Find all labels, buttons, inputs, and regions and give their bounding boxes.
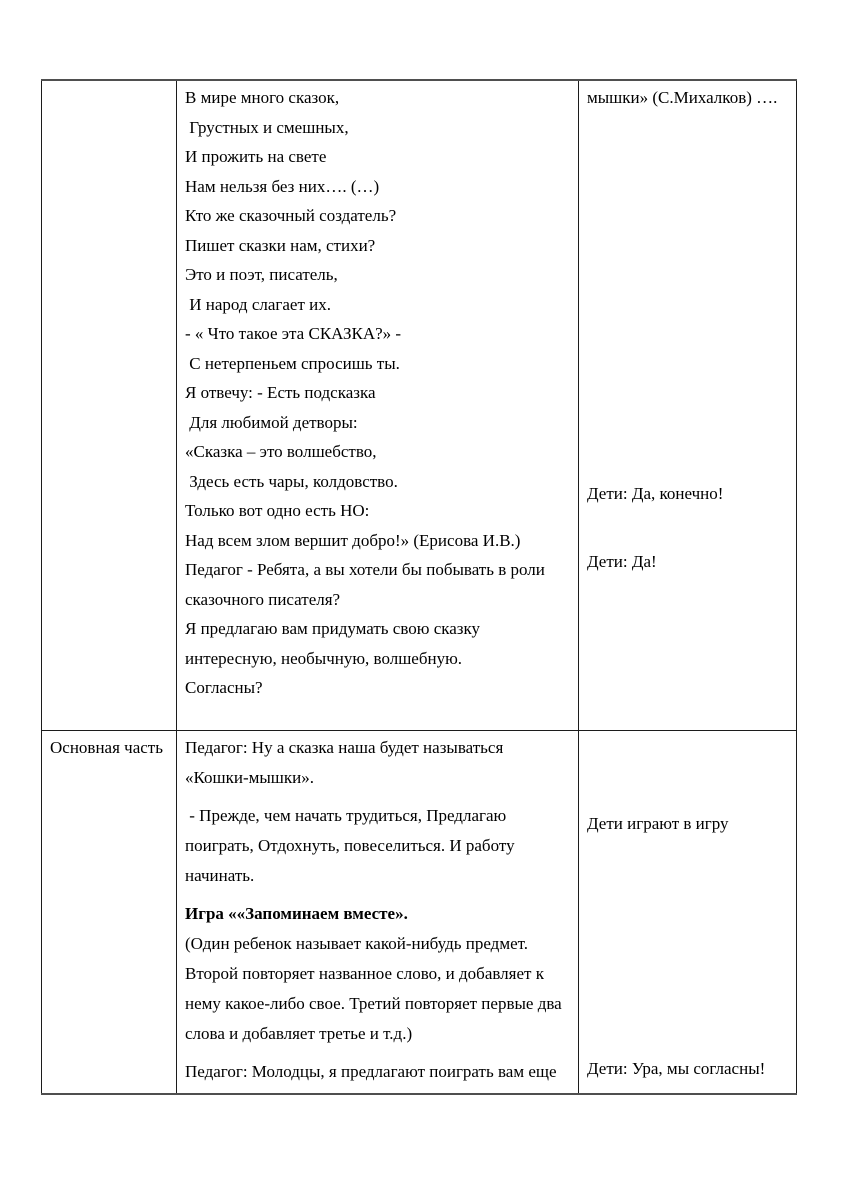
content-line: Кто же сказочный создатель? bbox=[185, 206, 397, 225]
content-line: Второй повторяет названное слово, и добавляет к bbox=[185, 963, 544, 983]
content-line: «Кошки-мышки». bbox=[185, 767, 314, 787]
content-line: И народ слагает их. bbox=[185, 294, 331, 314]
content-line: Педагог: Ну а сказка наша будет называться bbox=[185, 737, 504, 757]
content-line: Согласны? bbox=[185, 678, 263, 697]
game-title: Игра ««Запоминаем вместе». bbox=[185, 903, 408, 923]
content-line: Для любимой детворы: bbox=[185, 412, 358, 432]
content-line: Нам нельзя без них…. (…) bbox=[185, 176, 380, 196]
teacher-content-cell bbox=[177, 730, 579, 1094]
content-line: Педагог - Ребята, а вы хотели бы побывать в роли bbox=[185, 560, 545, 579]
content-line: интересную, необычную, волшебную. bbox=[185, 648, 463, 668]
content-line: Только вот одно есть НО: bbox=[185, 501, 370, 520]
side-note: мышки» (С.Михалков) …. bbox=[587, 88, 778, 107]
content-line: Я предлагаю вам придумать свою сказку bbox=[185, 619, 481, 638]
content-line: начинать. bbox=[185, 865, 255, 885]
section-label-cell bbox=[42, 730, 177, 1094]
lesson-plan-table bbox=[41, 79, 797, 1095]
table-row-introduction bbox=[42, 80, 797, 730]
content-line: нему какое-либо свое. Третий повторяет первые два bbox=[185, 993, 562, 1013]
content-line: С нетерпеньем спросишь ты. bbox=[185, 353, 400, 373]
section-label: Основная часть bbox=[50, 737, 163, 757]
paragraph bbox=[185, 929, 570, 1049]
content-line: В мире много сказок, bbox=[185, 88, 340, 107]
content-line: Грустных и смешных, bbox=[185, 117, 349, 137]
content-line: слова и добавляет третье и т.д.) bbox=[185, 1023, 413, 1043]
section-label-cell bbox=[42, 80, 177, 730]
side-note: Дети играют в игру bbox=[587, 813, 729, 833]
content-line: Пишет сказки нам, стихи? bbox=[185, 235, 376, 255]
content-line: - Прежде, чем начать трудиться, Предлагаю bbox=[185, 805, 507, 825]
content-line: (Один ребенок называет какой-нибудь предмет. bbox=[185, 933, 529, 953]
content-line: поиграть, Отдохнуть, повеселиться. И работу bbox=[185, 835, 515, 855]
content-line: «Сказка – это волшебство, bbox=[185, 442, 377, 461]
paragraph bbox=[185, 801, 570, 891]
children-response-cell bbox=[579, 80, 797, 730]
paragraph bbox=[185, 899, 570, 929]
content-line: - « Что такое эта СКАЗКА?» - bbox=[185, 324, 402, 343]
side-note: Дети: Да! bbox=[587, 552, 657, 571]
paragraph bbox=[185, 733, 570, 793]
content-line: Здесь есть чары, колдовство. bbox=[185, 471, 398, 491]
teacher-content-cell bbox=[177, 80, 579, 730]
side-note: Дети: Да, конечно! bbox=[587, 484, 724, 503]
paragraph bbox=[185, 1057, 570, 1087]
children-response-cell bbox=[579, 730, 797, 1094]
content-line: Педагог: Молодцы, я предлагают поиграть вам еще bbox=[185, 1061, 557, 1081]
content-line: И прожить на свете bbox=[185, 147, 327, 166]
content-line: Это и поэт, писатель, bbox=[185, 265, 338, 284]
side-note: Дети: Ура, мы согласны! bbox=[587, 1058, 766, 1078]
content-line: Я отвечу: - Есть подсказка bbox=[185, 383, 376, 402]
content-line: Над всем злом вершит добро!» (Ерисова И.В.) bbox=[185, 530, 521, 550]
table-row-main-part bbox=[42, 730, 797, 1094]
content-line: сказочного писателя? bbox=[185, 589, 341, 609]
